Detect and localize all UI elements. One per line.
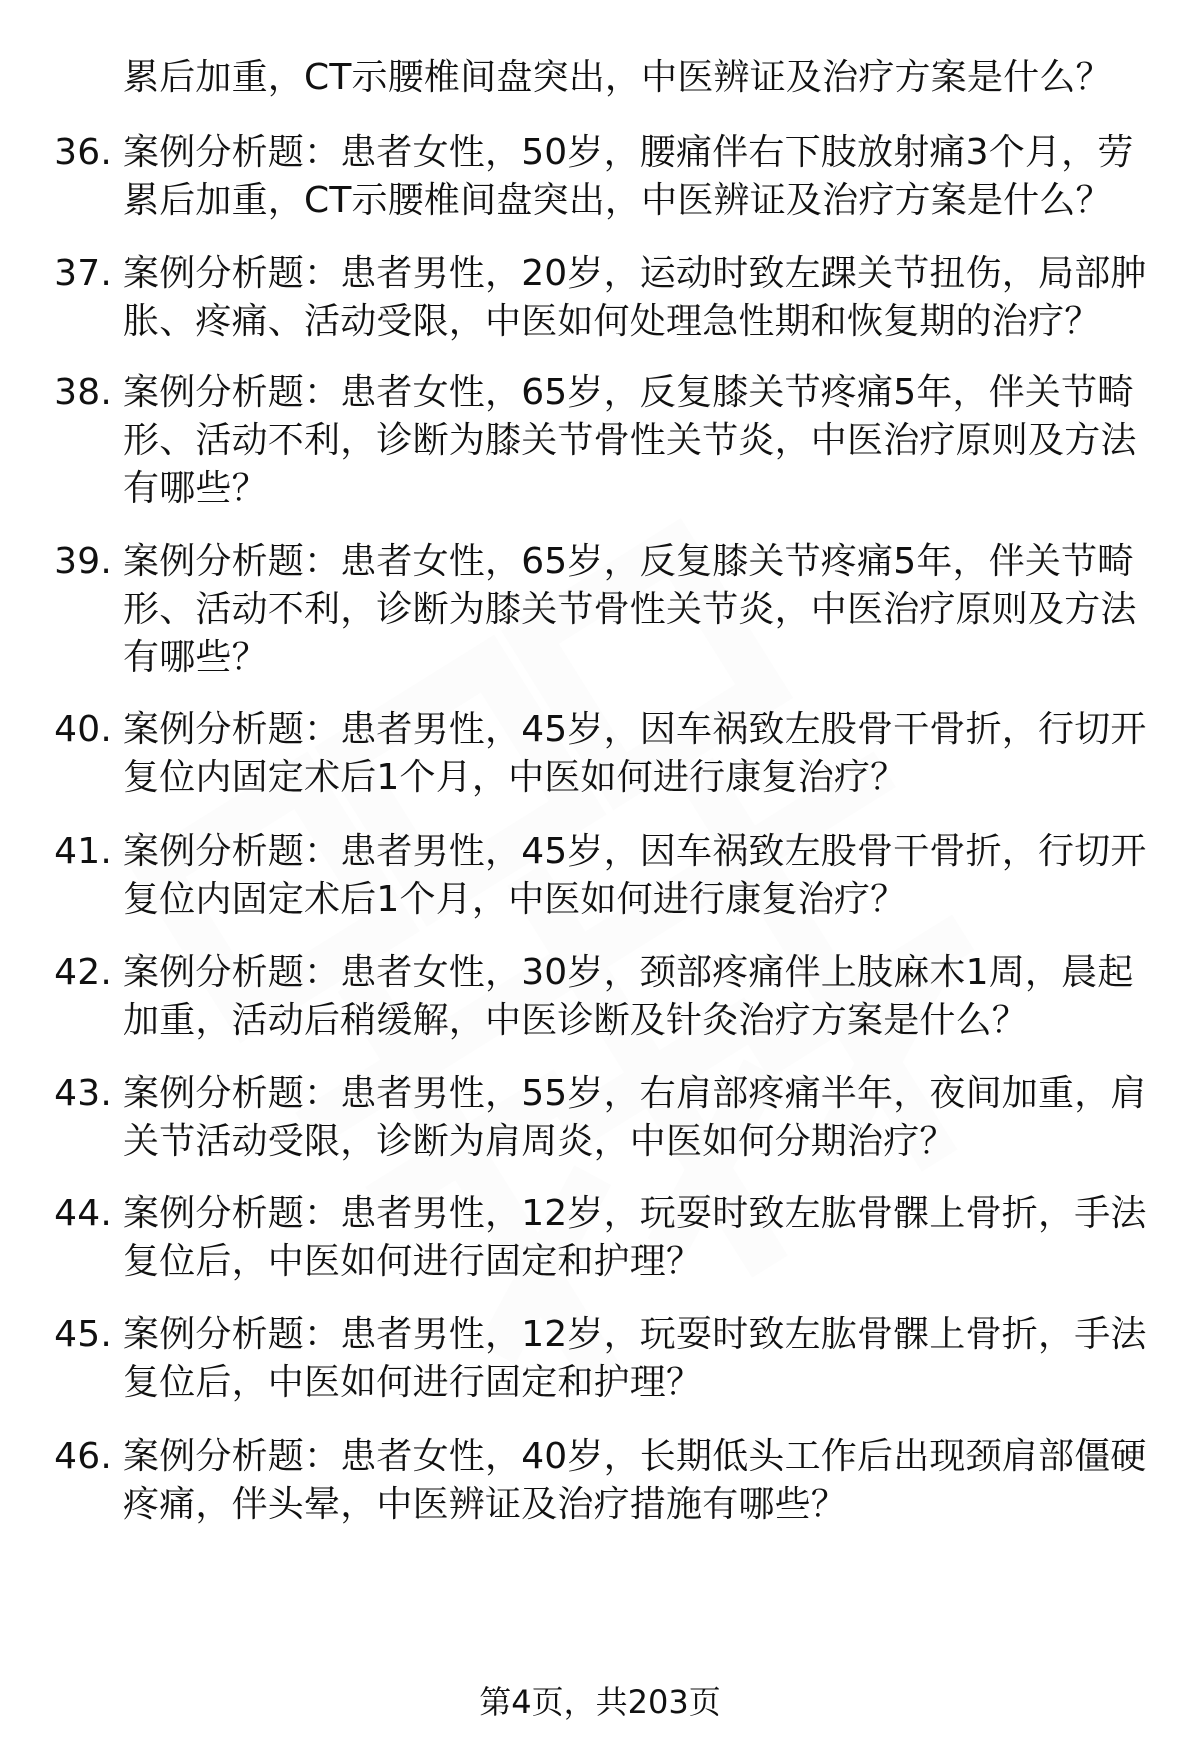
- question-text-line: 案例分析题：患者男性，45岁，因车祸致左股骨干骨折，行切开: [123, 831, 1147, 872]
- question-text-line: 案例分析题：患者男性，12岁，玩耍时致左肱骨髁上骨折，手法: [123, 1314, 1147, 1355]
- question-text-line: 关节活动受限，诊断为肩周炎，中医如何分期治疗？: [123, 1121, 956, 1162]
- question-text-line: 复位后，中医如何进行固定和护理？: [123, 1241, 703, 1282]
- question-text-line: 案例分析题：患者女性，30岁，颈部疼痛伴上肢麻木1周，晨起: [123, 952, 1134, 993]
- question-text-line: 胀、疼痛、活动受限，中医如何处理急性期和恢复期的治疗？: [123, 301, 1101, 342]
- question-number: 37.: [54, 253, 112, 294]
- question-text-line: 复位内固定术后1个月，中医如何进行康复治疗？: [123, 757, 907, 798]
- question-text-line: 有哪些？: [123, 468, 268, 509]
- question-text-line: 案例分析题：患者男性，20岁，运动时致左踝关节扭伤，局部肿: [123, 253, 1147, 294]
- continued-question-line: 累后加重，CT示腰椎间盘突出，中医辨证及治疗方案是什么？: [123, 57, 1112, 98]
- question-text-line: 案例分析题：患者男性，45岁，因车祸致左股骨干骨折，行切开: [123, 709, 1147, 750]
- question-text-line: 疼痛，伴头晕，中医辨证及治疗措施有哪些？: [123, 1484, 848, 1525]
- question-number: 44.: [54, 1193, 112, 1234]
- question-text-line: 形、活动不利，诊断为膝关节骨性关节炎，中医治疗原则及方法: [123, 589, 1137, 630]
- question-number: 46.: [54, 1436, 112, 1477]
- question-number: 45.: [54, 1314, 112, 1355]
- question-number: 40.: [54, 709, 112, 750]
- question-number: 41.: [54, 831, 112, 872]
- question-text-line: 加重，活动后稍缓解，中医诊断及针灸治疗方案是什么？: [123, 1000, 1029, 1041]
- question-text-line: 案例分析题：患者女性，65岁，反复膝关节疼痛5年，伴关节畸: [123, 372, 1134, 413]
- question-text-line: 案例分析题：患者女性，65岁，反复膝关节疼痛5年，伴关节畸: [123, 541, 1134, 582]
- question-text-line: 案例分析题：患者女性，40岁，长期低头工作后出现颈肩部僵硬: [123, 1436, 1147, 1477]
- page-footer: 第4页，共203页: [479, 1683, 721, 1721]
- question-text-line: 累后加重，CT示腰椎间盘突出，中医辨证及治疗方案是什么？: [123, 180, 1112, 221]
- question-number: 43.: [54, 1073, 112, 1114]
- question-text-line: 形、活动不利，诊断为膝关节骨性关节炎，中医治疗原则及方法: [123, 420, 1137, 461]
- question-text-line: 案例分析题：患者男性，12岁，玩耍时致左肱骨髁上骨折，手法: [123, 1193, 1147, 1234]
- question-number: 38.: [54, 372, 112, 413]
- question-text-line: 有哪些？: [123, 637, 268, 678]
- question-text-line: 复位后，中医如何进行固定和护理？: [123, 1362, 703, 1403]
- question-number: 42.: [54, 952, 112, 993]
- question-number: 36.: [54, 132, 112, 173]
- question-text-line: 案例分析题：患者女性，50岁，腰痛伴右下肢放射痛3个月，劳: [123, 132, 1134, 173]
- question-text-line: 案例分析题：患者男性，55岁，右肩部疼痛半年，夜间加重，肩: [123, 1073, 1147, 1114]
- question-number: 39.: [54, 541, 112, 582]
- question-text-line: 复位内固定术后1个月，中医如何进行康复治疗？: [123, 879, 907, 920]
